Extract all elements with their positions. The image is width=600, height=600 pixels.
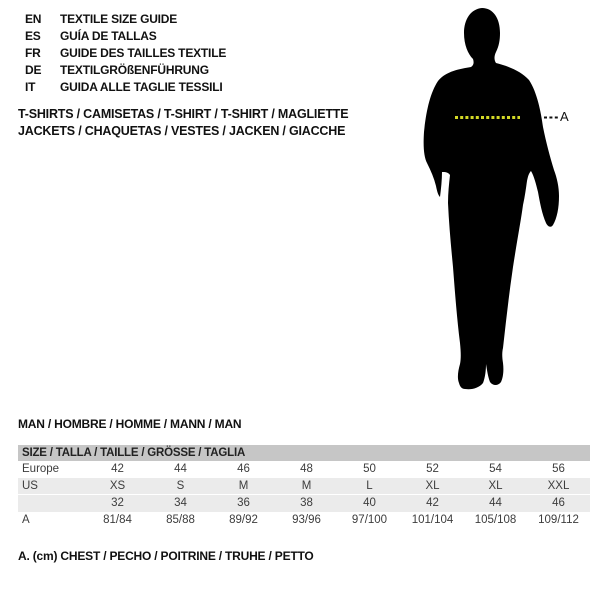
category-line-jackets: JACKETS / CHAQUETAS / VESTES / JACKEN / GIACCHE — [18, 124, 346, 138]
table-cell: XS — [109, 480, 126, 492]
table-cell: 34 — [174, 497, 187, 509]
table-cell: 101/104 — [411, 514, 454, 526]
table-cell: 85/88 — [166, 514, 195, 526]
row-label: A — [22, 514, 30, 526]
language-label: GUÍA DE TALLAS — [60, 29, 157, 43]
measurement-footnote: A. (cm) CHEST / PECHO / POITRINE / TRUHE / PETTO — [18, 549, 314, 563]
language-label: TEXTILE SIZE GUIDE — [60, 12, 178, 26]
size-table — [18, 445, 590, 529]
language-code: DE — [25, 63, 42, 77]
language-code: IT — [25, 80, 36, 94]
table-cell: 48 — [300, 463, 313, 475]
language-row — [25, 11, 226, 28]
table-cell: 93/96 — [292, 514, 321, 526]
language-label: GUIDA ALLE TAGLIE TESSILI — [60, 80, 223, 94]
table-cell: 105/108 — [474, 514, 517, 526]
table-cell: L — [366, 480, 373, 492]
row-label: Europe — [22, 463, 60, 475]
table-cell: 50 — [363, 463, 376, 475]
language-label: TEXTILGRÖßENFÜHRUNG — [60, 63, 209, 77]
table-cell: 40 — [363, 497, 376, 509]
table-cell: 32 — [111, 497, 124, 509]
table-header: SIZE / TALLA / TAILLE / GRÖSSE / TAGLIA — [18, 445, 590, 461]
table-cell: M — [238, 480, 249, 492]
table-cell: 44 — [489, 497, 502, 509]
table-cell: XL — [425, 480, 440, 492]
section-title-man: MAN / HOMBRE / HOMME / MANN / MAN — [18, 417, 242, 431]
man-silhouette-shape — [424, 8, 559, 389]
table-cell: 46 — [237, 463, 250, 475]
table-row-numeric — [18, 495, 590, 512]
category-line-tshirts: T-SHIRTS / CAMISETAS / T-SHIRT / T-SHIRT / MAGLIETTE — [18, 107, 349, 121]
table-cell: XL — [488, 480, 503, 492]
man-silhouette — [390, 0, 600, 400]
table-row-chest — [18, 512, 590, 529]
table-cell: S — [176, 480, 185, 492]
table-cell: 89/92 — [229, 514, 258, 526]
man-silhouette-figure — [390, 0, 600, 400]
table-cell: 46 — [552, 497, 565, 509]
table-cell: 81/84 — [103, 514, 132, 526]
language-label: GUIDE DES TAILLES TEXTILE — [60, 46, 227, 60]
table-row-us — [18, 478, 590, 495]
table-cell: 38 — [300, 497, 313, 509]
table-row-europe — [18, 461, 590, 478]
language-row — [25, 79, 226, 96]
table-cell: M — [301, 480, 312, 492]
table-cell: 54 — [489, 463, 502, 475]
language-row — [25, 62, 226, 79]
table-cell: 44 — [174, 463, 187, 475]
table-cell: XXL — [547, 480, 570, 492]
table-cell: 52 — [426, 463, 439, 475]
table-cell: 42 — [426, 497, 439, 509]
language-row — [25, 45, 226, 62]
table-cell: 109/112 — [538, 514, 579, 526]
language-list — [25, 11, 226, 96]
table-cell: 42 — [111, 463, 124, 475]
category-lines — [18, 106, 348, 140]
language-code: FR — [25, 46, 41, 60]
language-code: EN — [25, 12, 42, 26]
table-cell: 97/100 — [351, 514, 388, 526]
measure-label-a: A — [560, 109, 569, 124]
row-label: US — [22, 480, 38, 492]
language-row — [25, 28, 226, 45]
table-cell: 56 — [552, 463, 565, 475]
language-code: ES — [25, 29, 41, 43]
table-cell: 36 — [237, 497, 250, 509]
